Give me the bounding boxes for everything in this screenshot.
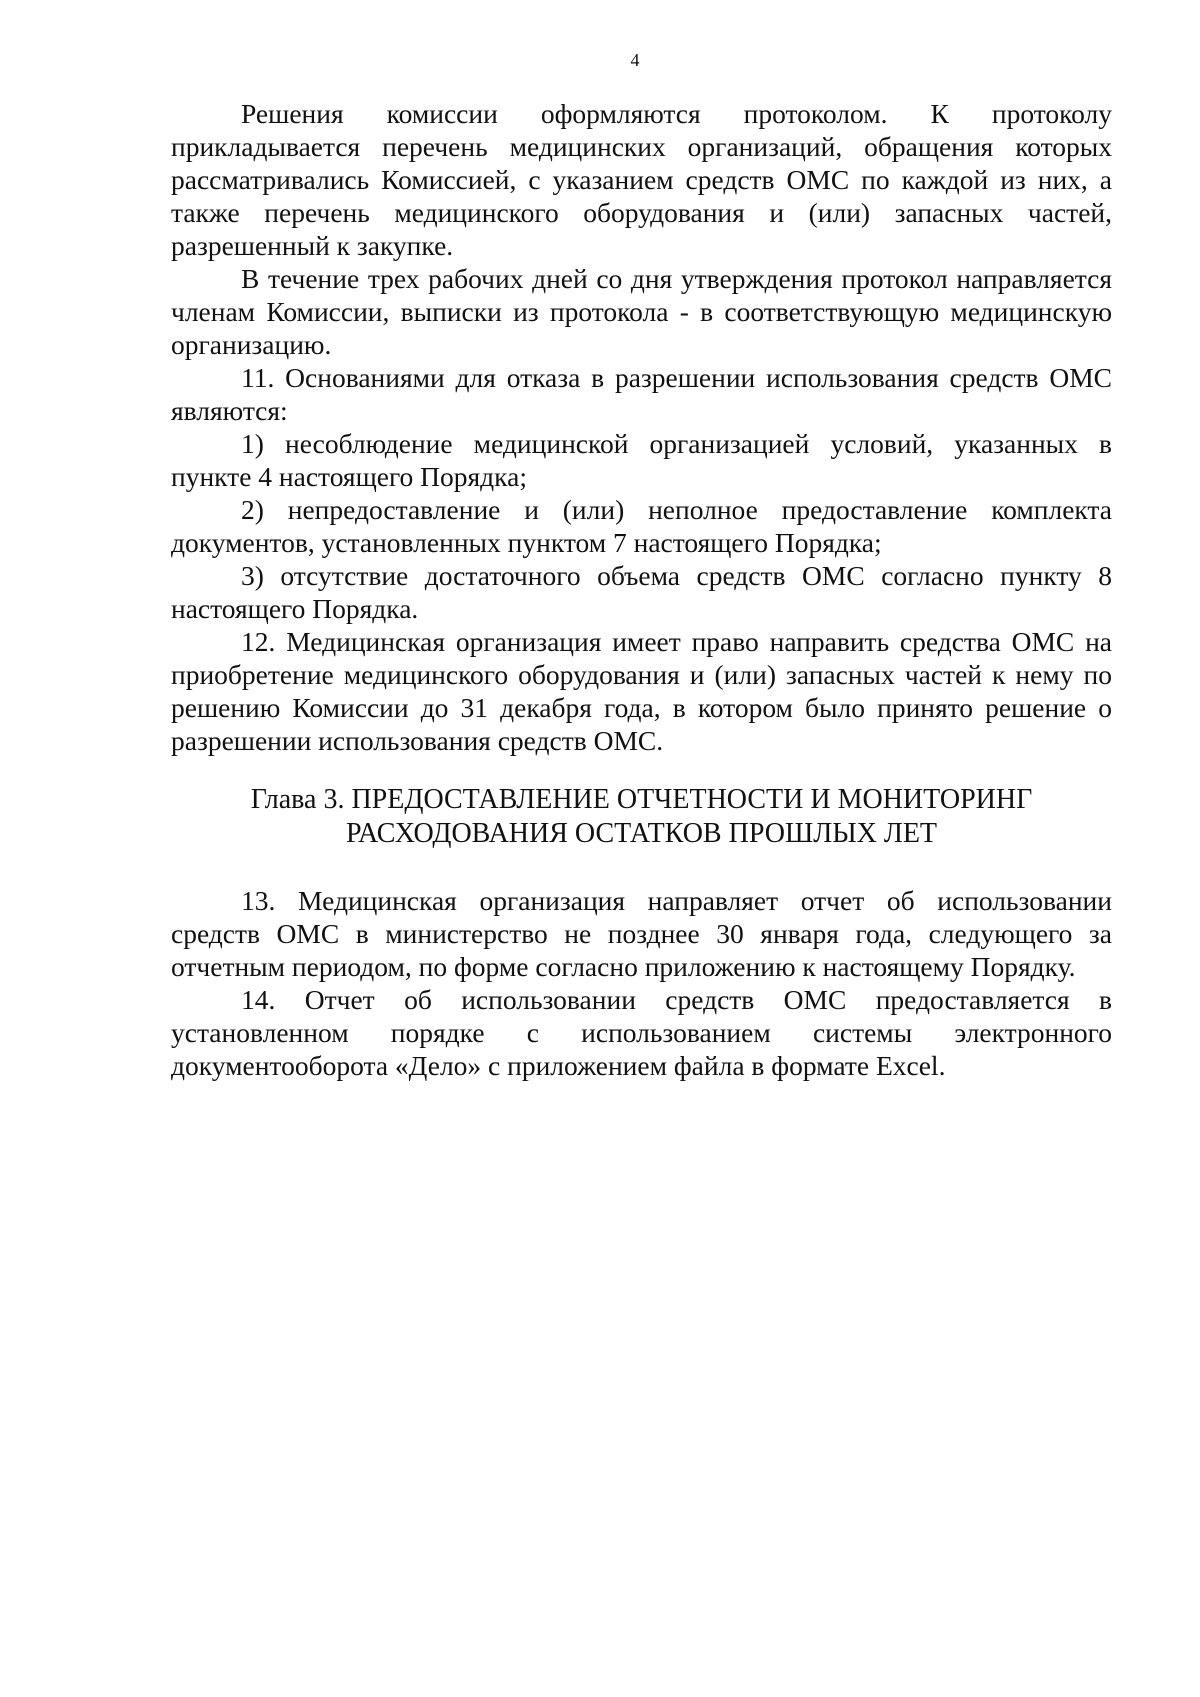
chapter-heading-line-1: Глава 3. ПРЕДОСТАВЛЕНИЕ ОТЧЕТНОСТИ И МОНИТОРИНГ	[250, 784, 1033, 815]
page-number: 4	[630, 50, 640, 70]
chapter-heading	[171, 783, 1112, 851]
chapter-heading-line-2: РАСХОДОВАНИЯ ОСТАТКОВ ПРОШЛЫХ ЛЕТ	[345, 818, 938, 849]
body-text-before-chapter	[171, 97, 1112, 757]
body-text-after-chapter	[171, 884, 1112, 1082]
paragraph-item-11-3: 3) отсутствие достаточного объема средств ОМС согласно пункту 8 настоящего Порядка.	[171, 560, 1112, 624]
paragraph-item-12: 12. Медицинская организация имеет право направить средства ОМС на приобретение медицинского оборудования и (или) запасных частей к нему по решению Комиссии до 31 декабря года, в котором было принято решение о разрешении использования средств ОМС.	[171, 626, 1112, 756]
paragraph-item-11-1: 1) несоблюдение медицинской организацией условий, указанных в пункте 4 настоящего Порядка;	[171, 428, 1112, 492]
paragraph-commission-decisions: Решения комиссии оформляются протоколом. К протоколу прикладывается перечень медицинских организаций, обращения которых рассматривались Комиссией, с указанием средств ОМС по каждой из них, а также перечень медицинского оборудования и (или) запасных частей, разрешенный к закупке.	[171, 98, 1112, 261]
paragraph-item-13: 13. Медицинская организация направляет отчет об использовании средств ОМС в министерство не позднее 30 января года, следующего за отчетным периодом, по форме согласно приложению к настоящему Порядку.	[171, 885, 1112, 982]
paragraph-protocol-distribution: В течение трех рабочих дней со дня утверждения протокол направляется членам Комиссии, выписки из протокола - в соответствующую медицинскую организацию.	[171, 263, 1112, 360]
paragraph-item-11: 11. Основаниями для отказа в разрешении использования средств ОМС являются:	[171, 362, 1112, 426]
paragraph-item-11-2: 2) непредоставление и (или) неполное предоставление комплекта документов, установленных пунктом 7 настоящего Порядка;	[171, 494, 1112, 558]
paragraph-item-14: 14. Отчет об использовании средств ОМС предоставляется в установленном порядке с использованием системы электронного документооборота «Дело» с приложением файла в формате Excel.	[171, 984, 1112, 1081]
